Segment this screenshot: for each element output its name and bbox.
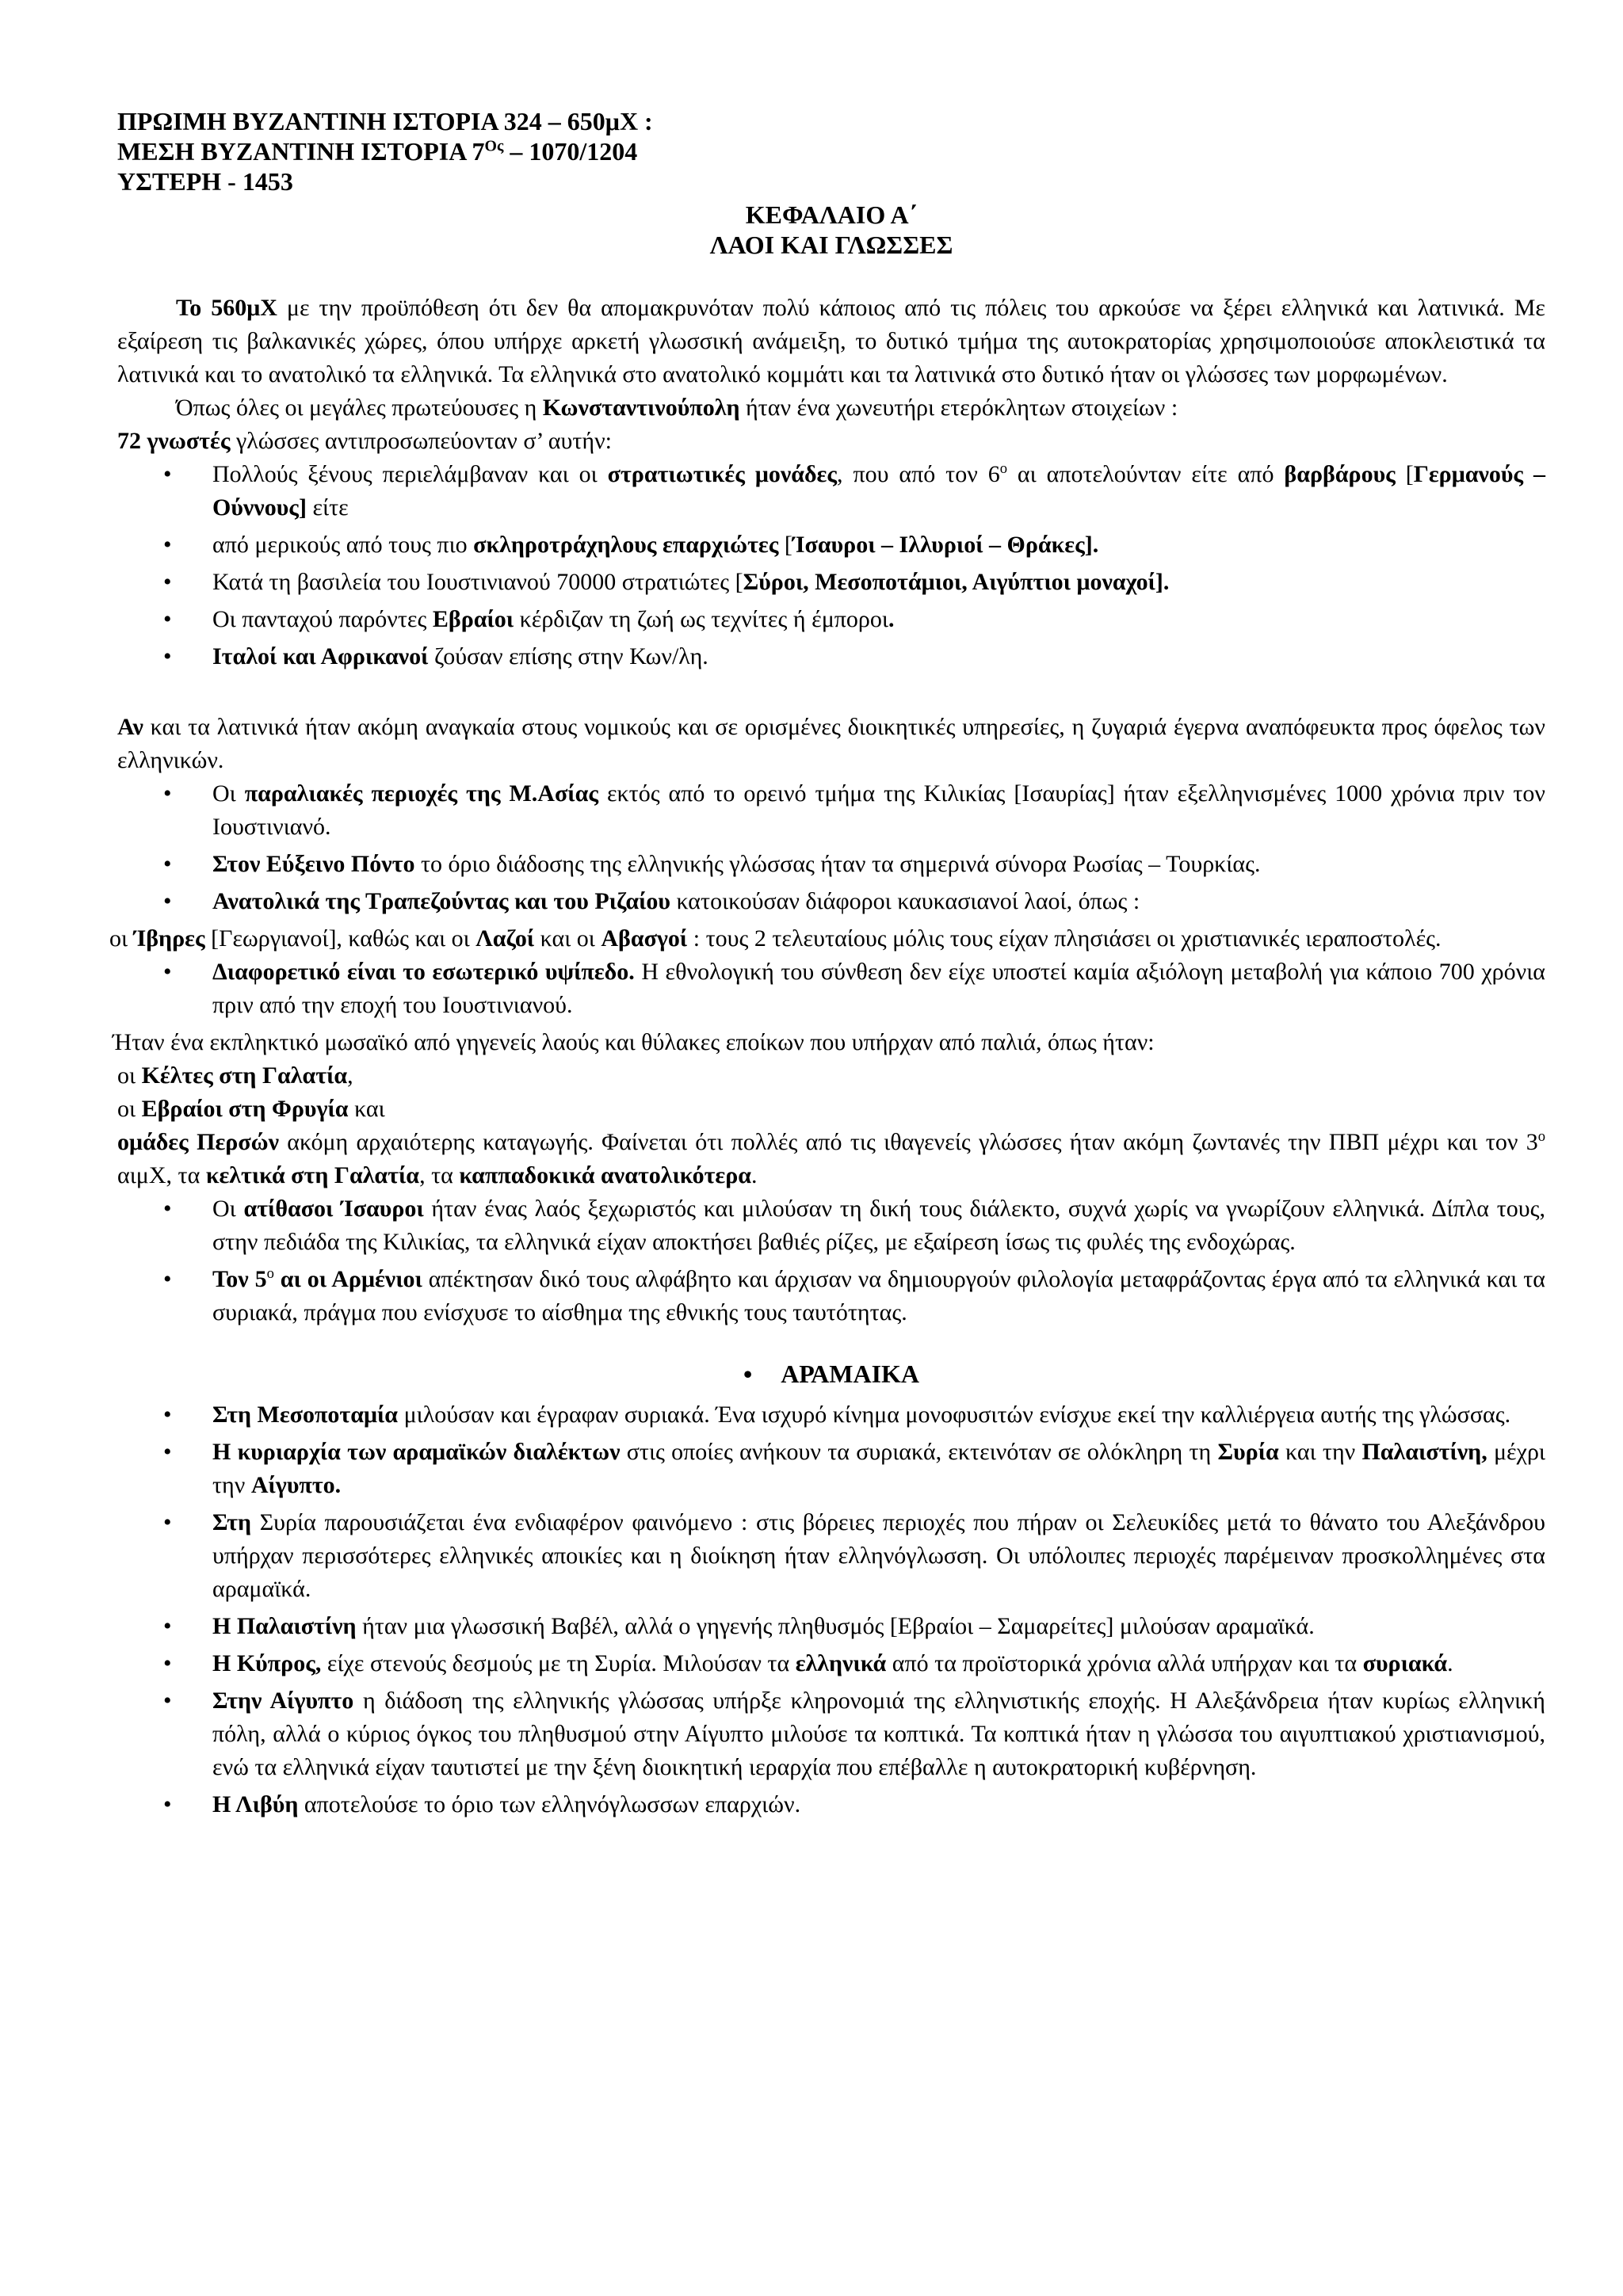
- bold-text: Γερμανούς – Ούννους]: [212, 461, 1546, 521]
- period-early-heading: ΠΡΩΙΜΗ ΒΥΖΑΝΤΙΝΗ ΙΣΤΟΡΙΑ 324 – 650μΧ :: [117, 107, 653, 135]
- list-item: [212, 777, 1545, 844]
- bold-text: Αβασγοί: [601, 925, 688, 952]
- text: οι: [109, 925, 134, 952]
- text: και τα λατινικά ήταν ακόμη αναγκαία στους νομικούς και σε ορισμένες διοικητικές υπηρεσίες, η ζυγαριά έγερνα αναπόφευκτα προς όφελος των ελληνικών.: [117, 714, 1545, 773]
- list-regions: [117, 777, 1545, 918]
- bold-text: Τον 5: [212, 1266, 267, 1292]
- bold-text: Στη Μεσοποταμία: [212, 1402, 399, 1428]
- bold-text: Η Κύπρος,: [212, 1650, 322, 1676]
- superscript: Ος: [484, 137, 504, 155]
- paragraph-languages: [117, 425, 1545, 458]
- list-item: [212, 528, 1545, 562]
- bold-text: Παλαιστίνη,: [1361, 1439, 1487, 1465]
- text: .: [751, 1162, 758, 1188]
- list-item: [212, 603, 1545, 636]
- list-item: [212, 566, 1545, 599]
- bold-text: ελληνικά: [795, 1650, 887, 1676]
- text: αι αποτελούνταν είτε από: [1007, 461, 1285, 487]
- paragraph-celts: [117, 1059, 1545, 1093]
- bold-text: κελτικά στη Γαλατία: [205, 1162, 420, 1188]
- bold-text: Στην Αίγυπτο: [212, 1688, 354, 1714]
- bold-text: στρατιωτικές μονάδες: [607, 461, 838, 487]
- list-item: [212, 885, 1545, 918]
- chapter-number: ΚΕΦΑΛΑΙΟ Α΄: [745, 200, 918, 229]
- paragraph-caucasian-peoples: [109, 922, 1545, 955]
- text: κατοικούσαν διάφοροι καυκασιανοί λαοί, όπως :: [670, 888, 1140, 914]
- paragraph-jews: [117, 1093, 1545, 1126]
- list-populations: [117, 458, 1545, 673]
- bold-text: ομάδες Περσών: [117, 1129, 279, 1155]
- bold-text: Ιταλοί και Αφρικανοί: [212, 643, 429, 669]
- spacer: [117, 677, 1545, 711]
- text: είτε: [306, 494, 349, 521]
- bold-text: .: [888, 606, 895, 632]
- text: αποτελούσε το όριο των ελληνόγλωσσων επαρχιών.: [298, 1791, 801, 1817]
- bold-text: Εβραίοι: [432, 606, 514, 632]
- bold-text: Διαφορετικό είναι το εσωτερικό υψίπεδο.: [212, 959, 635, 985]
- text: ζούσαν επίσης στην Κων/λη.: [428, 643, 708, 669]
- bold-text: καππαδοκικά ανατολικότερα: [459, 1162, 752, 1188]
- paragraph-mosaic: [113, 1026, 1545, 1059]
- text: εκτός από το ορεινό τμήμα της Κιλικίας [Ισαυρίας] ήταν εξελληνισμένες 1000 χρόνια πριν τον Ιουστινιανό.: [212, 780, 1545, 840]
- text: μέχρι την: [212, 1439, 1546, 1498]
- text: γλώσσες αντιπροσωπεύονταν σ’ αυτήν:: [230, 428, 612, 454]
- text: ακόμη αρχαιότερης καταγωγής. Φαίνεται ότι πολλές από τις ιθαγενείς γλώσσες ήταν ακόμη ζωντανές την ΠΒΠ μέχρι και τον 3: [278, 1129, 1538, 1155]
- bold-text: Αν: [117, 714, 143, 740]
- text: , τα: [419, 1162, 460, 1188]
- text: και οι: [534, 925, 601, 952]
- paragraph-latin-greek: [117, 711, 1545, 777]
- text: : τους 2 τελευταίους μόλις τους είχαν πλησιάσει οι χριστιανικές ιεραποστολές.: [687, 925, 1442, 952]
- bold-text: ατίθασοι Ίσαυροι: [243, 1196, 424, 1222]
- text: ,: [347, 1062, 353, 1089]
- period-late-heading: ΥΣΤΕΡΗ - 1453: [117, 167, 293, 196]
- text: απέκτησαν δικό τους αλφάβητο και άρχισαν να δημιουργούν φιλολογία μεταφράζοντας έργα από τα ελληνικά και τα συριακά, πράγμα που ενίσχυσε το αίσθημα της εθνικής τους ταυτότητας.: [212, 1266, 1545, 1325]
- bold-text: Στη: [212, 1509, 252, 1535]
- list-item: [212, 1192, 1545, 1259]
- text: και την: [1278, 1439, 1362, 1465]
- period-middle-heading: [117, 136, 1545, 166]
- bold-text: Ίσαυροι – Ιλλυριοί – Θράκες].: [792, 532, 1099, 558]
- text: το όριο διάδοσης της ελληνικής γλώσσας ήταν τα σημερινά σύνορα Ρωσίας – Τουρκίας.: [414, 851, 1261, 877]
- text: Πολλούς ξένους περιελάμβαναν και οι: [212, 461, 608, 487]
- bold-text: Ίβηρες: [133, 925, 205, 952]
- list-item: [212, 1398, 1545, 1432]
- list-item: [212, 458, 1545, 524]
- text: Οι: [212, 1196, 244, 1222]
- bold-text: Η κυριαρχία των αραμαϊκών διαλέκτων: [212, 1439, 621, 1465]
- text: και: [348, 1096, 385, 1122]
- aramaic-heading: [117, 1357, 1545, 1390]
- list-plateau: [117, 955, 1545, 1022]
- text: ήταν μια γλωσσική Βαβέλ, αλλά ο γηγενής πληθυσμός [Εβραίοι – Σαμαρείτες] μιλούσαν αραμαϊκά.: [356, 1613, 1315, 1639]
- list-isaurians-armenians: [117, 1192, 1545, 1329]
- list-item: [212, 1263, 1545, 1329]
- text: , που από τον 6: [837, 461, 1000, 487]
- bold-text: Αίγυπτο.: [250, 1472, 342, 1498]
- text: – 1070/1204: [503, 137, 638, 166]
- text: Όπως όλες οι μεγάλες πρωτεύουσες η: [176, 395, 543, 421]
- list-item: [212, 1436, 1545, 1502]
- text: οι: [117, 1062, 142, 1089]
- text: Κατά τη βασιλεία του Ιουστινιανού 70000 στρατιώτες [: [212, 569, 743, 595]
- list-item: [212, 848, 1545, 881]
- text: οι: [117, 1096, 142, 1122]
- text: από μερικούς από τους πιο: [212, 532, 474, 558]
- paragraph-persians: [117, 1126, 1545, 1192]
- text: κέρδιζαν τη ζωή ως τεχνίτες ή έμποροι: [514, 606, 888, 632]
- bold-text: παραλιακές περιοχές της Μ.Ασίας: [244, 780, 598, 807]
- paragraph-intro: [117, 292, 1545, 391]
- list-item: [212, 1788, 1545, 1821]
- bold-text: Ανατολικά της Τραπεζούντας και του Ριζαίου: [212, 888, 670, 914]
- bold-text: Εβραίοι στη Φρυγία: [141, 1096, 349, 1122]
- text: .: [1447, 1650, 1453, 1676]
- heading-text: ΑΡΑΜΑΙΚΑ: [781, 1360, 920, 1388]
- chapter-title: ΛΑΟΙ ΚΑΙ ΓΛΩΣΣΕΣ: [709, 231, 953, 259]
- text: ήταν ένα χωνευτήρι ετερόκλητων στοιχείων :: [739, 395, 1178, 421]
- bold-text: Λαζοί: [475, 925, 535, 952]
- bullet-icon: •: [743, 1360, 753, 1388]
- bold-text: Κωνσταντινούπολη: [542, 395, 740, 421]
- text: αιμΧ, τα: [117, 1162, 206, 1188]
- superscript: ο: [999, 460, 1007, 477]
- superscript: ο: [266, 1265, 274, 1282]
- text: ήταν ένας λαός ξεχωριστός και μιλούσαν τη δική τους διάλεκτο, συχνά χωρίς να γνωρίζουν ελληνικά. Δίπλα τους, στην πεδιάδα της Κιλικίας, τα ελληνικά είχαν αποκτήσει βαθιές ρίζες, με εξαίρεση ίσως τις φυλές της ενδοχώρας.: [212, 1196, 1545, 1255]
- text: Οι: [212, 780, 245, 807]
- text: Οι πανταχού παρόντες: [212, 606, 433, 632]
- paragraph-constantinople: [117, 391, 1545, 425]
- bold-text: σκληροτράχηλους επαρχιώτες: [473, 532, 779, 558]
- text: είχε στενούς δεσμούς με τη Συρία. Μιλούσαν τα: [321, 1650, 796, 1676]
- text: Ήταν ένα εκπληκτικό μωσαϊκό από γηγενείς λαούς και θύλακες εποίκων που υπήρχαν από παλιά, όπως ήταν:: [113, 1029, 1155, 1055]
- text: από τα προϊστορικά χρόνια αλλά υπήρχαν και τα: [886, 1650, 1363, 1676]
- text: η διάδοση της ελληνικής γλώσσας υπήρξε κληρονομιά της ελληνιστικής εποχής. Η Αλεξάνδρεια ήταν κυρίως ελληνική πόλη, αλλά ο κύριος όγκος του πληθυσμού στην Αίγυπτο μιλούσε τα κοπτικά. Τα κοπτικά ήταν η γλώσσα του αιγυπτιακού χριστιανισμού, ενώ τα ελληνικά είχαν ταυτιστεί με την ξένη διοικητική ιεραρχία που επέβαλλε η αυτοκρατορική κυβέρνηση.: [212, 1688, 1545, 1780]
- bold-text: Στον Εύξεινο Πόντο: [212, 851, 415, 877]
- superscript: ο: [1537, 1128, 1545, 1145]
- list-item: [212, 640, 1545, 673]
- text: [Γεωργιανοί], καθώς και οι: [204, 925, 476, 952]
- bold-text: συριακά: [1362, 1650, 1448, 1676]
- bold-text: βαρβάρους: [1284, 461, 1396, 487]
- bold-text: Το 560μΧ: [176, 295, 277, 321]
- list-item: [212, 1610, 1545, 1643]
- bold-text: Σύροι, Μεσοποτάμιοι, Αιγύπτιοι μοναχοί].: [743, 569, 1170, 595]
- text: [: [1395, 461, 1414, 487]
- text: στις οποίες ανήκουν τα συριακά, εκτεινόταν σε ολόκληρη τη: [620, 1439, 1218, 1465]
- text: μιλούσαν και έγραφαν συριακά. Ένα ισχυρό κίνημα μονοφυσιτών ενίσχυε εκεί την καλλιέργεια αυτής της γλώσσας.: [398, 1402, 1511, 1428]
- bold-text: Κέλτες στη Γαλατία: [141, 1062, 348, 1089]
- bold-text: Η Παλαιστίνη: [212, 1613, 357, 1639]
- list-item: [212, 1684, 1545, 1784]
- bold-text: Συρία: [1217, 1439, 1279, 1465]
- bold-text: αι οι Αρμένιοι: [273, 1266, 422, 1292]
- text: Η εθνολογική του σύνθεση δεν είχε υποστεί καμία αξιόλογη μεταβολή για κάποιο 700 χρόνια πριν από την εποχή του Ιουστινιανού.: [212, 959, 1545, 1018]
- list-item: [212, 1647, 1545, 1680]
- text: ΜΕΣΗ ΒΥΖΑΝΤΙΝΗ ΙΣΤΟΡΙΑ 7: [117, 137, 485, 166]
- list-item: [212, 1506, 1545, 1606]
- bold-text: Η Λιβύη: [212, 1791, 299, 1817]
- bold-text: 72 γνωστές: [117, 428, 231, 454]
- list-item: [212, 955, 1545, 1022]
- list-aramaic: [117, 1398, 1545, 1821]
- text: με την προϋπόθεση ότι δεν θα απομακρυνόταν πολύ κάποιος από τις πόλεις του αρκούσε να ξέρει ελληνικά και λατινικά. Με εξαίρεση τις βαλκανικές χώρες, όπου υπήρχε αρκετή γλωσσική ανάμειξη, το δυτικό τμήμα της αυτοκρατορίας χρησιμοποιούσε αποκλειστικά τα λατινικά και το ανατολικό τα ελληνικά. Τα ελληνικά στο ανατολικό κομμάτι και τα λατινικά στο δυτικό ήταν οι γλώσσες των μορφωμένων.: [117, 295, 1545, 387]
- text: [: [778, 532, 792, 558]
- text: Συρία παρουσιάζεται ένα ενδιαφέρον φαινόμενο : στις βόρειες περιοχές που πήραν οι Σελευκίδες μετά το θάνατο του Αλεξάνδρου υπήρχαν περισσότερες ελληνικές αποικίες και η διοίκηση ήταν ελληνόγλωσση. Οι υπόλοιπες περιοχές παρέμειναν προσκολλημένες στα αραμαϊκά.: [212, 1509, 1545, 1602]
